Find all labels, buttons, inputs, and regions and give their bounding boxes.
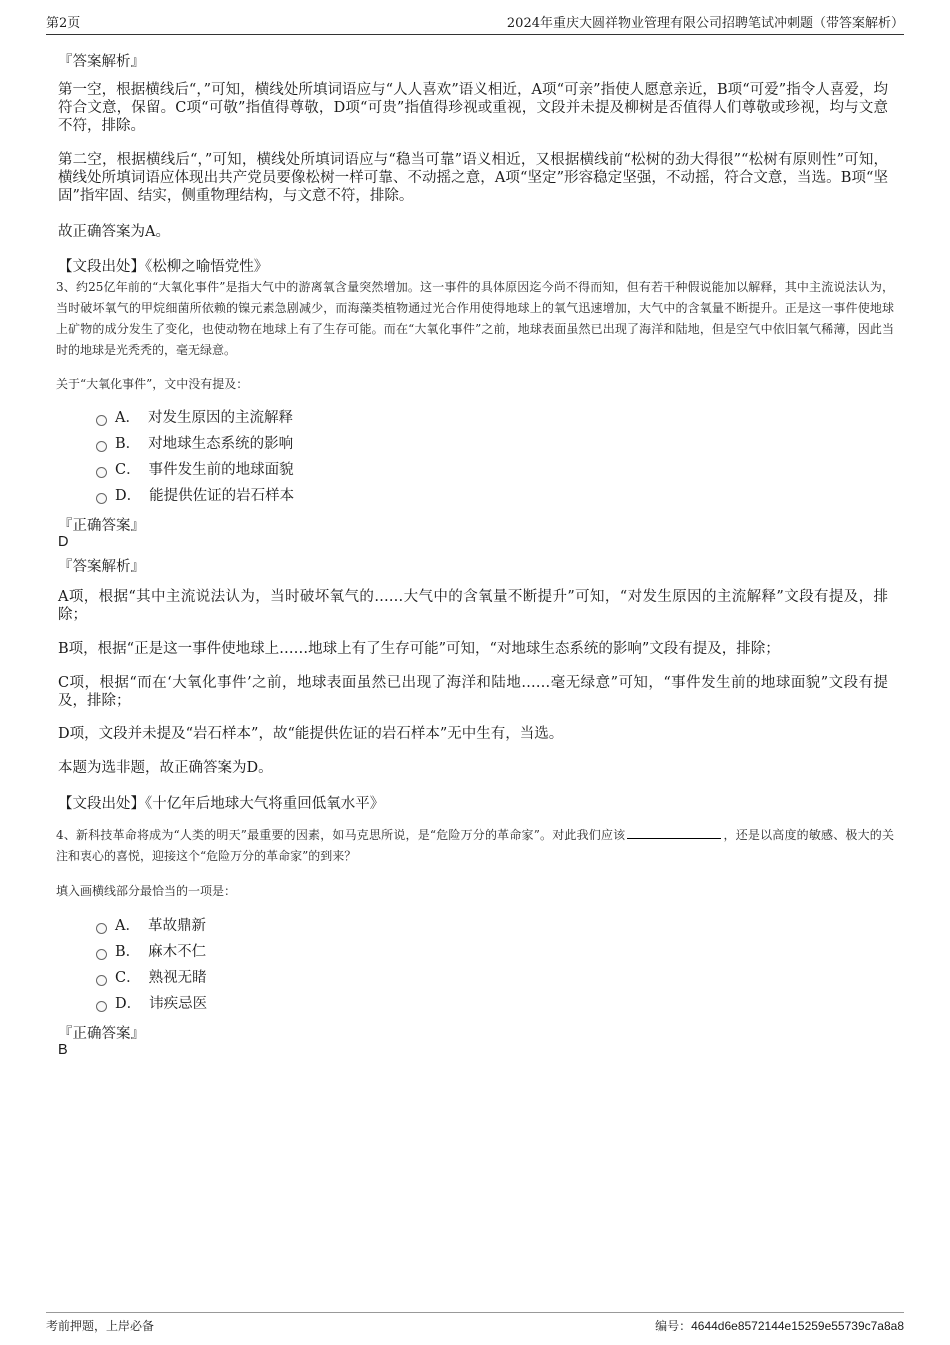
- page-footer: [46, 1312, 904, 1337]
- passage-source: 【文段出处】《十亿年后地球大气将重回低氧水平》: [58, 796, 385, 812]
- question-prompt: 关于“大氧化事件”，文中没有提及：: [56, 377, 249, 391]
- footer-slogan: 考前押题，上岸必备: [46, 1319, 155, 1333]
- radio-icon[interactable]: [96, 949, 107, 960]
- document-title: 2024年重庆大圆祥物业管理有限公司招聘笔试冲刺题（带答案解析）: [506, 16, 904, 31]
- passage-source: 【文段出处】《松柳之喻悟党性》: [58, 259, 269, 275]
- correct-answer-label: 『正确答案』: [58, 518, 145, 534]
- radio-icon[interactable]: [96, 441, 107, 452]
- option-c[interactable]: C． 熟视无睹: [96, 968, 207, 988]
- correct-answer: B: [58, 1042, 68, 1058]
- option-b[interactable]: B． 对地球生态系统的影响: [96, 434, 293, 454]
- answer-blank: [627, 826, 721, 839]
- option-b[interactable]: B． 麻木不仁: [96, 942, 206, 962]
- question-stem: 4、新科技革命将成为“人类的明天”最重要的因素，如马克思所说，是“危险万分的革命家”。对此我们应该 ，还是以高度的敏感、极大的关注和衷心的喜悦，迎接这个“危险万分的革命家”的到来？: [56, 828, 894, 863]
- option-c[interactable]: C． 事件发生前的地球面貌: [96, 460, 294, 480]
- correct-answer-label: 『正确答案』: [58, 1026, 145, 1042]
- page-number: 第2页: [46, 16, 81, 31]
- analysis-paragraph: C项，根据“而在‘大氧化事件’之前，地球表面虽然已出现了海洋和陆地……毫无绿意”可知，“事件发生前的地球面貌”文段有提及，排除；: [58, 675, 888, 709]
- analysis-paragraph: D项，文段并未提及“岩石样本”，故“能提供佐证的岩石样本”无中生有，当选。: [58, 726, 564, 742]
- question-stem: 3、约25亿年前的“大氧化事件”是指大气中的游离氧含量突然增加。这一事件的具体原因迄今尚不得而知，但有若干种假说能加以解释，其中主流说法认为，当时破坏氧气的甲烷细菌所依赖的镍元素急剧减少，而海藻类植物通过光合作用使得地球上的氧气迅速增加，大气中的含氧量不断提升。正是这一事件使地球上矿物的成分发生了变化，也使动物在地球上有了生存可能。而在“大氧化事件”之前，地球表面虽然已出现了海洋和陆地，但是空气中依旧氧气稀薄，因此当时的地球是光秃秃的，毫无绿意。: [56, 280, 894, 357]
- radio-icon[interactable]: [96, 923, 107, 934]
- page-header: [46, 14, 904, 35]
- radio-icon[interactable]: [96, 1001, 107, 1012]
- analysis-paragraph: 第二空，根据横线后“，”可知，横线处所填词语应与“稳当可靠”语义相近，又根据横线前“松树的劲大得很”“松树有原则性”可知，横线处所填词语应体现出共产党员要像松树一样可靠、不动摇之意，A项“坚定”形容稳定坚强，不动摇，符合文意，当选。B项“坚固”指牢固、结实，侧重物理结构，与文意不符，排除。: [58, 152, 888, 204]
- radio-icon[interactable]: [96, 493, 107, 504]
- radio-icon[interactable]: [96, 467, 107, 478]
- analysis-label: 『答案解析』: [58, 559, 145, 575]
- option-a[interactable]: A． 革故鼎新: [96, 916, 206, 936]
- answer-conclusion: 故正确答案为A。: [58, 224, 170, 240]
- document-code: 编号：4644d6e8572144e15259e55739c7a8a8: [655, 1319, 904, 1333]
- question-prompt: 填入画横线部分最恰当的一项是：: [56, 884, 237, 898]
- correct-answer: D: [58, 534, 69, 550]
- radio-icon[interactable]: [96, 415, 107, 426]
- option-a[interactable]: A． 对发生原因的主流解释: [96, 408, 293, 428]
- analysis-paragraph: A项，根据“其中主流说法认为，当时破坏氧气的……大气中的含氧量不断提升”可知，“对发生原因的主流解释”文段有提及，排除；: [58, 589, 888, 623]
- radio-icon[interactable]: [96, 975, 107, 986]
- analysis-paragraph: 第一空，根据横线后“，”可知，横线处所填词语应与“人人喜欢”语义相近，A项“可亲”指使人愿意亲近，B项“可爱”指令人喜爱，均符合文意，保留。C项“可敬”指值得尊敬，D项“可贵”指值得珍视或重视，文段并未提及柳树是否值得人们尊敬或珍视，均与文意不符，排除。: [58, 82, 888, 134]
- answer-conclusion: 本题为选非题，故正确答案为D。: [58, 760, 273, 776]
- analysis-label: 『答案解析』: [58, 54, 145, 70]
- option-d[interactable]: D． 能提供佐证的岩石样本: [96, 486, 294, 506]
- analysis-paragraph: B项，根据“正是这一事件使地球上……地球上有了生存可能”可知，“对地球生态系统的影响”文段有提及，排除；: [58, 641, 780, 657]
- option-d[interactable]: D． 讳疾忌医: [96, 994, 207, 1014]
